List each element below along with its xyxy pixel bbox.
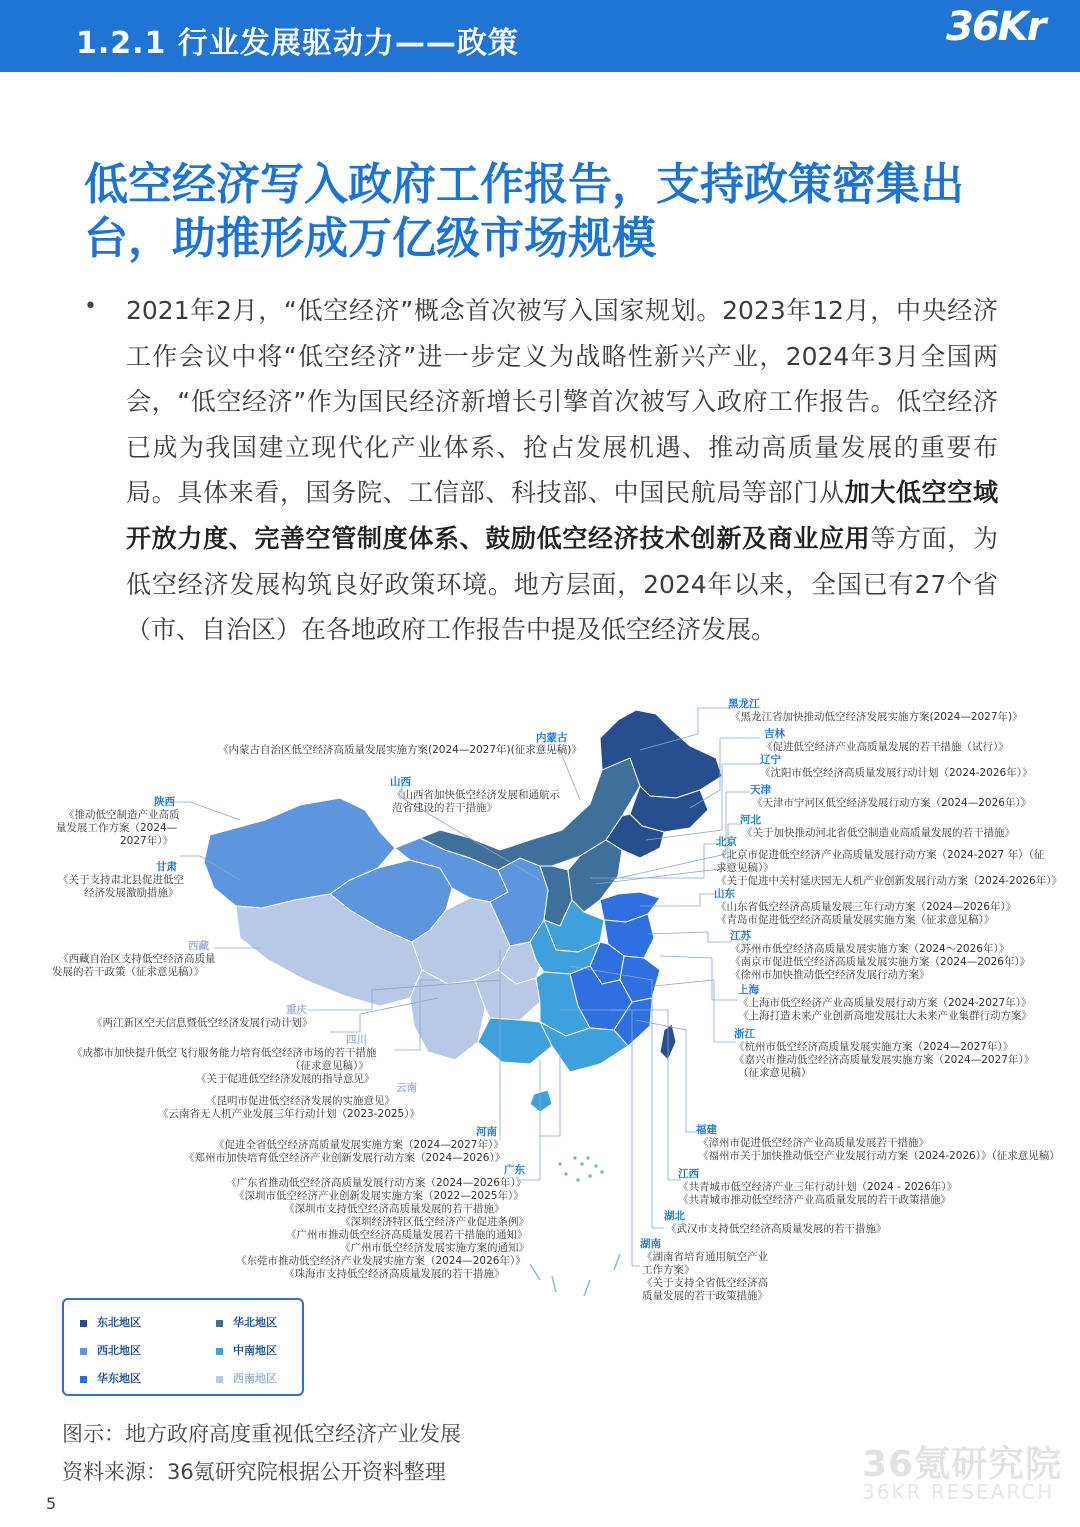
label-zhejiang-text1: 《杭州市低空经济高质量发展实施方案（2024—2027年）》 xyxy=(734,1041,1014,1053)
map-legend xyxy=(62,1298,304,1396)
label-hunan-name: 湖南 xyxy=(640,1238,661,1250)
label-chongqing-text: 《两江新区空天信息暨低空经济发展行动计划》 xyxy=(92,1017,313,1029)
section-title: 1.2.1 行业发展驱动力——政策 xyxy=(76,26,519,61)
legend-label-northwest: 西北地区 xyxy=(97,1344,141,1357)
label-shanghai-text1: 《上海市低空经济产业高质量发展行动方案（2024-2027年）》 xyxy=(738,997,1032,1009)
region-yunnan xyxy=(410,970,485,1060)
legend-swatch-east xyxy=(80,1376,87,1383)
region-shandong xyxy=(600,892,660,922)
watermark-subtitle: 36KR RESEARCH xyxy=(862,1480,1055,1504)
label-hunan-text4: 质量发展的若干政策措施》 xyxy=(642,1290,768,1302)
legend-label-southwest: 西南地区 xyxy=(233,1372,277,1385)
label-sichuan-text2: （征求意见稿）》 xyxy=(290,1060,369,1072)
label-sichuan-text3: 《关于促进低空经济发展的指导意见》 xyxy=(196,1073,375,1085)
label-liaoning-name: 辽宁 xyxy=(760,754,781,766)
legend-label-east: 华东地区 xyxy=(97,1372,141,1385)
label-xizang-text2: 发展的若干政策（征求意见稿）》 xyxy=(52,966,205,978)
legend-southwest xyxy=(216,1370,277,1386)
label-guangdong-item-0: 《广东省推动低空经济高质量发展行动方案（2024—2026年）》 xyxy=(226,1177,527,1189)
legend-east xyxy=(80,1370,141,1386)
label-tianjin-text: 《天津市宁河区低空经济发展行动方案（2024—2026年）》 xyxy=(752,797,1032,809)
legend-northwest xyxy=(80,1342,141,1358)
label-beijing-text3: 《关于促进中关村延庆园无人机产业创新发展行动方案（2024-2026年）》 xyxy=(716,875,1062,887)
label-shandong-text1: 《山东省低空经济高质量发展三年行动方案（2024—2026年）》 xyxy=(716,901,1017,913)
label-yunnan-text1: 《昆明市促进低空经济发展的实施意见》 xyxy=(206,1095,395,1107)
label-hunan-text1: 《湖南省培育通用航空产业 xyxy=(642,1251,768,1263)
label-neimenggu-name: 内蒙古 xyxy=(536,732,568,744)
label-jiangsu-name: 江苏 xyxy=(730,930,751,942)
label-jiangsu-text1: 《苏州市低空经济高质量发展实施方案（2024～2026年）》 xyxy=(730,943,1010,955)
label-guangdong-item-1: 《深圳市低空经济产业创新发展实施方案（2022—2025年）》 xyxy=(234,1190,524,1202)
label-yunnan-name: 云南 xyxy=(396,1082,417,1094)
page-number: 5 xyxy=(46,1494,57,1513)
legend-swatch-northeast xyxy=(80,1320,87,1327)
label-heilongjiang-name: 黑龙江 xyxy=(728,698,760,710)
label-guangdong-item-2: 《深圳市支持低空经济高质量发展的若干措施》 xyxy=(284,1203,505,1215)
legend-label-central-south: 中南地区 xyxy=(233,1344,277,1357)
label-hunan-text2: 工作方案》 xyxy=(642,1264,695,1276)
label-fujian-text2: 《福州市关于加快推动低空产业发展行动方案（2024-2026）》（征求意见稿） xyxy=(698,1150,1060,1162)
label-jiangsu-text2: 《南京市促进低空经济高质量发展实施方案（2024—2026年）》 xyxy=(730,956,1031,968)
label-zhejiang-text2: 《嘉兴市推动低空经济高质量发展实施方案（2024—2027年）》 xyxy=(734,1054,1035,1066)
label-beijing-name: 北京 xyxy=(716,836,737,848)
label-hebei-text: 《关于加快推动河北省低空制造业高质量发展的若干措施》 xyxy=(742,827,1015,839)
source-caption: 资料来源：36氪研究院根据公开资料整理 xyxy=(62,1460,446,1484)
label-henan-text1: 《促进全省低空经济高质量发展实施方案（2024—2027年）》 xyxy=(214,1139,504,1151)
label-shanxi-text1: 《山西省加快低空经济发展和通航示 xyxy=(392,789,560,801)
label-guangdong-name: 广东 xyxy=(504,1164,525,1176)
logo-36kr: 36Kr xyxy=(946,4,1045,50)
label-shanghai-name: 上海 xyxy=(738,984,759,996)
label-shanxi-name: 山西 xyxy=(390,776,411,788)
legend-label-north: 华北地区 xyxy=(233,1316,277,1329)
label-henan-text2: 《郑州市加快培育低空经济产业创新发展行动方案（2024—2026）》 xyxy=(184,1152,506,1164)
legend-label-northeast: 东北地区 xyxy=(97,1316,141,1329)
label-hunan-text3: 《关于支持全省低空经济高 xyxy=(642,1277,768,1289)
watermark-logo: 36氪研究院 xyxy=(862,1444,1063,1485)
label-yunnan-text2: 《云南省无人机产业发展三年行动计划（2023-2025）》 xyxy=(158,1108,420,1120)
label-henan-name: 河南 xyxy=(476,1126,497,1138)
label-guangdong-item-7: 《珠海市支持低空经济高质量发展的若干措施》 xyxy=(284,1268,505,1280)
label-jiangxi-text1: 《共青城市低空经济产业三年行动计划（2024 - 2026年）》 xyxy=(678,1181,958,1193)
bullet-dot: • xyxy=(84,294,97,319)
label-sichuan-name: 四川 xyxy=(346,1034,367,1046)
figure-caption: 图示：地方政府高度重视低空经济产业发展 xyxy=(62,1422,461,1446)
body-text-part2: 等方面，为低空经济发展构筑良好政策环境。地方层面，2024年以来，全国已有27个省（市、自治区）在各地政府工作报告中提及低空经济发展。 xyxy=(126,523,998,645)
china-policy-map xyxy=(0,680,1080,1400)
china-map-svg xyxy=(0,680,1080,1400)
body-text-bold: 加大低空空域开放力度、完善空管制度体系、鼓励低空经济技术创新及商业应用 xyxy=(126,478,998,553)
legend-swatch-northwest xyxy=(80,1348,87,1355)
label-shaanxi-name: 陕西 xyxy=(154,796,175,808)
label-shandong-name: 山东 xyxy=(714,888,735,900)
label-neimenggu-text: 《内蒙古自治区低空经济高质量发展实施方案(2024—2027年)(征求意见稿)》 xyxy=(218,744,582,756)
label-shaanxi-text3: 2027年）》 xyxy=(120,835,173,847)
label-hebei-name: 河北 xyxy=(740,814,761,826)
label-shanghai-text2: 《上海打造未来产业创新高地发展壮大未来产业集群行动方案》 xyxy=(738,1010,1032,1022)
label-beijing-text1: 《北京市促进低空经济产业高质量发展行动方案（2024-2027 年）（征 xyxy=(716,849,1045,861)
region-hainan xyxy=(530,1090,552,1112)
label-shaanxi-text2: 量发展工作方案（2024— xyxy=(56,822,178,834)
label-fujian-text1: 《漳州市促进低空经济产业高质量发展若干措施》 xyxy=(698,1137,929,1149)
legend-central-south xyxy=(216,1342,277,1358)
label-tianjin-name: 天津 xyxy=(750,784,771,796)
body-paragraph xyxy=(126,288,998,653)
label-heilongjiang-text: 《黑龙江省加快推动低空经济发展实施方案(2024—2027年)》 xyxy=(730,711,1023,723)
label-shandong-text2: 《青岛市促进低空经济高质量发展实施方案（征求意见稿）》 xyxy=(716,914,995,926)
label-hubei-text: 《武汉市支持低空经济高质量发展的若干措施》 xyxy=(666,1223,887,1235)
label-jiangxi-text2: 《共青城市推动低空经济产业高质量发展的若干政策措施》 xyxy=(678,1194,951,1206)
label-liaoning-text: 《沈阳市低空经济高质量发展行动计划（2024-2026年）》 xyxy=(760,767,1033,779)
label-chongqing-name: 重庆 xyxy=(286,1004,307,1016)
label-hubei-name: 湖北 xyxy=(664,1210,685,1222)
label-zhejiang-text3: （征求意见稿） xyxy=(738,1067,812,1079)
label-sichuan-text1: 《成都市加快提升低空飞行服务能力培育低空经济市场的若干措施 xyxy=(72,1047,377,1059)
label-zhejiang-name: 浙江 xyxy=(734,1028,755,1040)
label-fujian-name: 福建 xyxy=(696,1124,717,1136)
label-guangdong-item-5: 《广州市低空经济发展实施方案的通知》 xyxy=(340,1242,529,1254)
label-jiangxi-name: 江西 xyxy=(678,1168,699,1180)
legend-swatch-north xyxy=(216,1320,223,1327)
label-shanxi-text2: 范省建设的若干措施》 xyxy=(392,802,497,814)
label-gansu-text2: 经济发展激励措施》 xyxy=(84,887,179,899)
south-sea-islands xyxy=(530,1156,620,1296)
label-beijing-text2: 求意见稿）》 xyxy=(716,862,774,874)
label-jilin-text: 《促进低空经济产业高质量发展的若干措施（试行）》 xyxy=(762,741,1009,753)
legend-swatch-southwest xyxy=(216,1376,223,1383)
legend-swatch-central-south xyxy=(216,1348,223,1355)
label-guangdong-item-6: 《东莞市推动低空经济产业发展实施方案（2024—2026年）》 xyxy=(236,1255,526,1267)
label-jiangsu-text3: 《徐州市加快推动低空经济发展行动方案》 xyxy=(730,969,930,981)
label-jilin-name: 吉林 xyxy=(764,728,785,740)
body-text-part1: 2021年2月，“低空经济”概念首次被写入国家规划。2023年12月，中央经济工作会议中将“低空经济”进一步定义为战略性新兴产业，2024年3月全国两会，“低空经济”作为国民经济新增长引擎首次被写入政府工作报告。低空经济已成为我国建立现代化产业体系、抢占发展机遇、推动高质量发展的重要布局。具体来看，国务院、工信部、科技部、中国民航局等部门从 xyxy=(126,296,998,508)
legend-north xyxy=(216,1314,277,1330)
label-shaanxi-text1: 《推动低空制造产业高质 xyxy=(64,809,180,821)
label-gansu-name: 甘肃 xyxy=(156,861,177,873)
page-headline: 低空经济写入政府工作报告，支持政策密集出台，助推形成万亿级市场规模 xyxy=(84,159,964,264)
legend-northeast xyxy=(80,1314,141,1330)
label-xizang-name: 西藏 xyxy=(188,940,209,952)
label-guangdong-item-3: 《深圳经济特区低空经济产业促进条例》 xyxy=(340,1216,529,1228)
label-xizang-text1: 《西藏自治区支持低空经济高质量 xyxy=(58,953,216,965)
label-gansu-text1: 《关于支持肃北县促进低空 xyxy=(58,874,184,886)
label-guangdong-item-4: 《广州市推动低空经济高质量发展若干措施的通知》 xyxy=(286,1229,528,1241)
